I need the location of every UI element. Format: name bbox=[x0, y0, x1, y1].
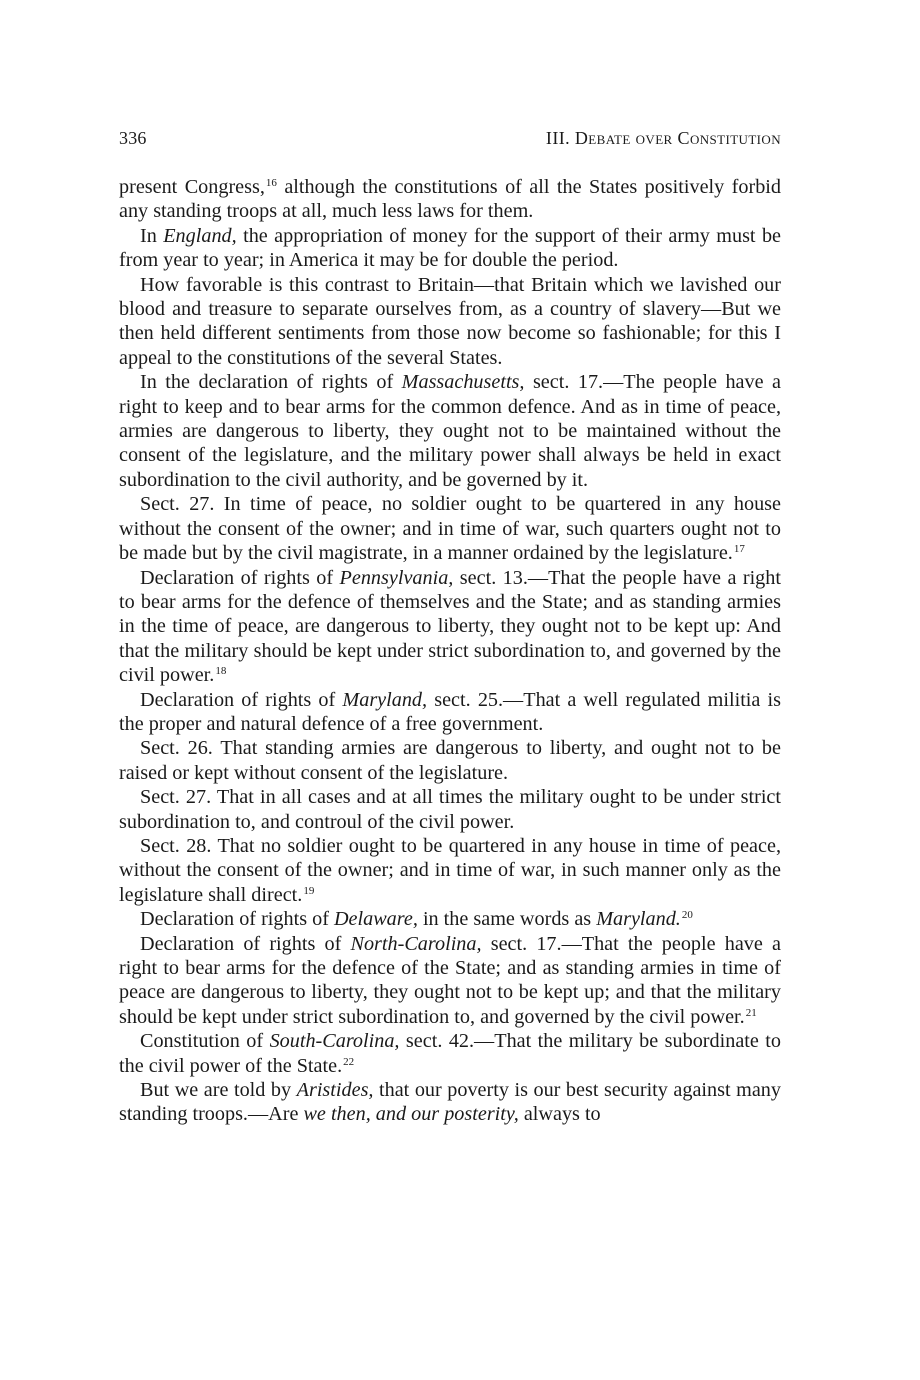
paragraph bbox=[119, 492, 781, 565]
paragraph bbox=[119, 1078, 781, 1127]
text-run: Constitution of bbox=[140, 1030, 270, 1053]
paragraph bbox=[119, 932, 781, 1030]
paragraph bbox=[119, 1029, 781, 1078]
italic-text: Aristides, bbox=[296, 1079, 374, 1102]
book-page bbox=[119, 128, 781, 1127]
italic-text: Massachusetts, bbox=[401, 371, 525, 394]
italic-text: we then, and our posterity, bbox=[303, 1103, 519, 1126]
text-run: Declaration of rights of bbox=[140, 932, 351, 955]
text-run: sect. 42.—That the military be subordinate to the civil power of the State. bbox=[119, 1030, 781, 1077]
text-run: Declaration of rights of bbox=[140, 566, 340, 589]
paragraph bbox=[119, 688, 781, 737]
text-run: always to bbox=[518, 1103, 601, 1126]
text-run: sect. 17.—The people have a right to keep and to bear arms for the common defence. And as in time of peace, armies are dangerous to liberty, they ought not to be maintained without the consent of the legislature, and the military power shall always be held in exact subordination to the civil authority, and be governed by it. bbox=[119, 371, 781, 491]
text-run: that our poverty is our best security against many standing troops.—Are bbox=[119, 1079, 781, 1126]
italic-text: South-Carolina, bbox=[269, 1030, 400, 1053]
italic-text: Delaware, bbox=[333, 908, 418, 931]
text-run: in the same words as bbox=[417, 908, 597, 931]
footnote-ref: 22 bbox=[343, 1055, 355, 1068]
text-run: In the declaration of rights of bbox=[140, 371, 402, 394]
text-run: sect. 17.—That the people have a right to bear arms for the defence of the State; and as standing armies in time of peace are dangerous to liberty, they ought not to be kept up; and that the military should be kept under strict subordination to, and governed by the civil power. bbox=[119, 932, 781, 1028]
italic-text: Maryland. bbox=[596, 908, 681, 931]
italic-text: Maryland, bbox=[342, 688, 428, 711]
text-run: Sect. 26. That standing armies are dangerous to liberty, and ought not to be raised or kept without consent of the legislature. bbox=[119, 737, 781, 784]
text-run: present Congress, bbox=[119, 176, 265, 198]
text-run: Declaration of rights of bbox=[140, 688, 343, 711]
footnote-ref: 17 bbox=[733, 543, 745, 556]
body-text bbox=[119, 175, 781, 1127]
italic-text: Pennsylvania, bbox=[339, 566, 454, 589]
italic-text: England, bbox=[163, 224, 237, 247]
text-run: In bbox=[140, 224, 164, 247]
page-number: 336 bbox=[119, 128, 147, 148]
footnote-ref: 19 bbox=[303, 884, 315, 897]
paragraph bbox=[119, 736, 781, 785]
footnote-ref: 16 bbox=[265, 177, 277, 189]
text-run: although the constitutions of all the States positively forbid any standing troops at all, much less laws for them. bbox=[119, 176, 781, 223]
text-run: Sect. 28. That no soldier ought to be quartered in any house in time of peace, without the consent of the owner; and in time of war, in such manner only as the legislature shall direct. bbox=[119, 834, 781, 906]
paragraph bbox=[119, 834, 781, 907]
text-run: How favorable is this contrast to Britain—that Britain which we lavished our blood and treasure to separate ourselves from, as a country of slavery—But we then held different sentiments from those now become so fashionable; for this I appeal to the constitutions of the several States. bbox=[119, 273, 781, 369]
paragraph bbox=[119, 273, 781, 371]
text-run: Sect. 27. In time of peace, no soldier ought to be quartered in any house without the consent of the owner; and in time of war, such quarters ought not to be made but by the civil magistrate, in a manner ordained by the legislature. bbox=[119, 493, 781, 565]
paragraph bbox=[119, 370, 781, 492]
footnote-ref: 18 bbox=[215, 665, 227, 678]
running-head bbox=[119, 128, 781, 158]
chapter-title: III. Debate over Constitution bbox=[545, 128, 781, 148]
italic-text: North-Carolina, bbox=[350, 932, 482, 955]
footnote-ref: 21 bbox=[745, 1006, 757, 1019]
paragraph bbox=[119, 224, 781, 273]
paragraph bbox=[119, 907, 781, 931]
paragraph bbox=[119, 785, 781, 834]
footnote-ref: 20 bbox=[681, 909, 693, 922]
text-run: sect. 13.—That the people have a right to bear arms for the defence of themselves and the State; and as standing armies in the time of peace, are dangerous to liberty, they ought not to be kept up: And that the military should be kept under strict subordination to, and governed by the civil power. bbox=[119, 566, 781, 687]
text-run: Sect. 27. That in all cases and at all times the military ought to be under strict subordination to, and controul of the civil power. bbox=[119, 786, 781, 833]
paragraph bbox=[119, 175, 781, 224]
text-run: But we are told by bbox=[140, 1079, 297, 1102]
text-run: sect. 25.—That a well regulated militia is the proper and natural defence of a free government. bbox=[119, 688, 781, 735]
paragraph bbox=[119, 566, 781, 688]
text-run: the appropriation of money for the support of their army must be from year to year; in America it may be for double the period. bbox=[119, 224, 781, 272]
text-run: Declaration of rights of bbox=[140, 908, 334, 931]
